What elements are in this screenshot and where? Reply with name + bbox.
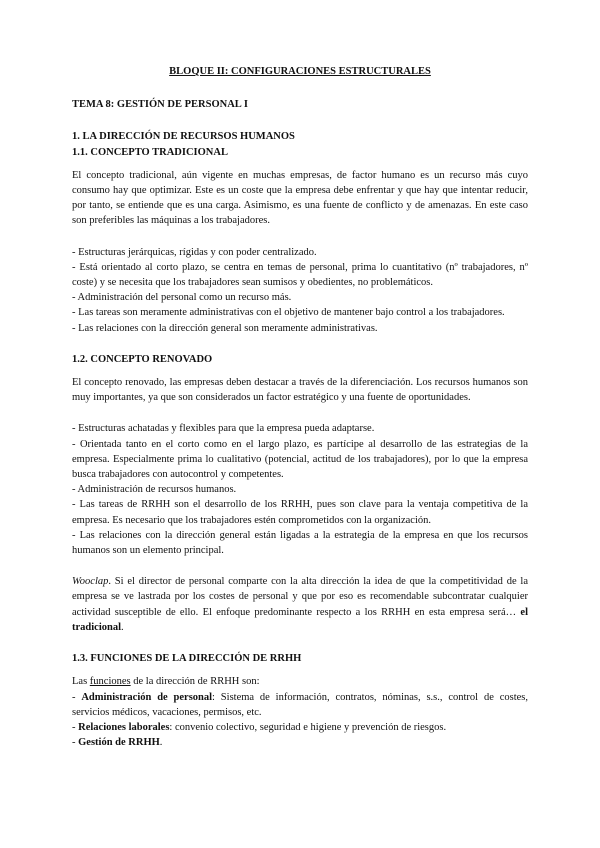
wooclap-end: . bbox=[121, 621, 124, 633]
wooclap-label: Wooclap bbox=[72, 576, 109, 588]
list-item: - Administración del personal como un recurso más. bbox=[72, 292, 292, 304]
wooclap-question bbox=[72, 574, 528, 635]
list-item: - Estructuras jerárquicas, rígidas y con poder centralizado. bbox=[72, 246, 317, 258]
document-title: BLOQUE II: CONFIGURACIONES ESTRUCTURALES bbox=[169, 66, 431, 77]
item-label: Administración de personal bbox=[81, 691, 213, 703]
list-item: - Está orientado al corto plazo, se centra en temas de personal, prima lo cuantitativo (nº trabajadores, nº coste) y se necesita que los trabajadores sean sumisos y obedientes, no problemáticos. bbox=[72, 261, 528, 289]
list-item: - Las relaciones con la dirección general son meramente administrativas. bbox=[72, 322, 378, 334]
dash: - bbox=[72, 737, 79, 749]
list-item bbox=[72, 735, 528, 750]
section-1-heading: 1. LA DIRECCIÓN DE RECURSOS HUMANOS bbox=[72, 131, 295, 143]
list-item: - Orientada tanto en el corto como en el largo plazo, es partícipe al desarrollo de las estrategias de la empresa. Especialmente prima lo cualitativo (potencial, actitud de los trabajadores), por lo que la empresa busca trabajadores con autocontrol y competentes. bbox=[72, 438, 528, 481]
funciones-term: funciones bbox=[89, 676, 131, 688]
dash: - bbox=[72, 721, 79, 733]
section-1-3-intro bbox=[72, 674, 528, 689]
list-item: - Administración de recursos humanos. bbox=[72, 484, 237, 496]
intro-pre: Las bbox=[72, 676, 90, 688]
dash: - bbox=[72, 691, 82, 703]
item-label: Gestión de RRHH bbox=[78, 737, 160, 749]
list-item bbox=[72, 720, 528, 735]
tema-heading: TEMA 8: GESTIÓN DE PERSONAL I bbox=[72, 99, 248, 111]
item-text: : convenio colectivo, seguridad e higiene y prevención de riesgos. bbox=[169, 721, 447, 733]
list-item: - Estructuras achatadas y flexibles para que la empresa pueda adaptarse. bbox=[72, 423, 375, 435]
wooclap-text: . Si el director de personal comparte con la alta dirección la idea de que la competitividad de la empresa se ve lastrada por los costes de personal y que por eso es recomendable subcontratar cualquier actividad susceptible de ello. El enfoque predominante respecto a los RRHH en esta empresa será… bbox=[72, 576, 528, 618]
list-item: - Las relaciones con la dirección general están ligadas a la estrategia de la empresa en que los recursos humanos son un elemento principal. bbox=[72, 529, 528, 557]
item-label: Relaciones laborales bbox=[78, 721, 170, 733]
section-1-2-intro: El concepto renovado, las empresas deben destacar a través de la diferenciación. Los recursos humanos son muy importantes, ya que son considerados un factor estratégico y una fuente de oportunidades. bbox=[72, 377, 528, 404]
section-1-2-heading: 1.2. CONCEPTO RENOVADO bbox=[72, 353, 213, 365]
item-text: : Sistema de información, contratos, nóminas, s.s., control de costes, servicios médicos, vacaciones, permisos, etc. bbox=[72, 691, 528, 718]
list-item bbox=[72, 690, 528, 720]
wooclap-answer: el tradicional bbox=[72, 606, 528, 633]
list-item: - Las tareas son meramente administrativas con el objetivo de mantener bajo control a los trabajadores. bbox=[72, 307, 505, 319]
intro-post: de la dirección de RRHH son: bbox=[130, 676, 260, 688]
section-1-1-intro: El concepto tradicional, aún vigente en muchas empresas, de factor humano es un recurso más cuyo consumo hay que optimizar. Este es un coste que la empresa debe enfrentar y que hay que intentar reducir, por tanto, se entiende que es una carga. Asimismo, es una fuente de conflicto y de amenazas. En este caso son preferibles las máquinas a los trabajadores. bbox=[72, 169, 528, 227]
document-page bbox=[72, 64, 528, 750]
section-1-3-heading: 1.3. FUNCIONES DE LA DIRECCIÓN DE RRHH bbox=[72, 653, 302, 665]
section-1-1-heading: 1.1. CONCEPTO TRADICIONAL bbox=[72, 146, 228, 158]
list-item: - Las tareas de RRHH son el desarrollo de los RRHH, pues son clave para la ventaja competitiva de la empresa. Es necesario que los trabajadores estén comprometidos con la organización. bbox=[72, 499, 528, 526]
item-text: . bbox=[159, 737, 163, 749]
